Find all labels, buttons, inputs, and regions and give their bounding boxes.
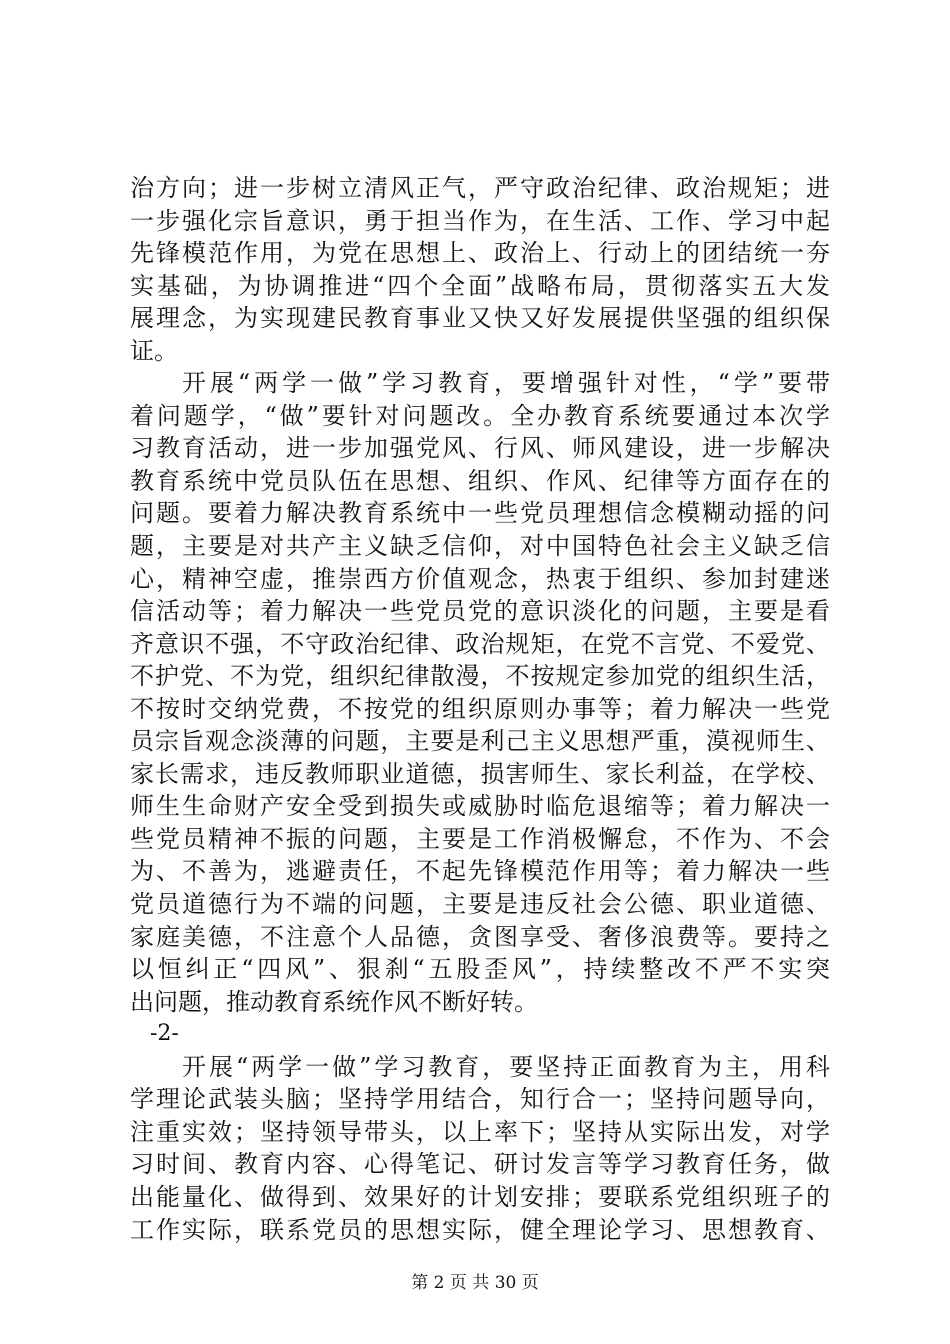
text-line: 不按时交纳党费，不按党的组织原则办事等；着力解决一些党 [130,694,830,723]
text-line: 师生生命财产安全受到损失或威胁时临危退缩等；着力解决一 [130,792,830,821]
text-line: 教育系统中党员队伍在思想、组织、作风、纪律等方面存在的 [130,466,830,495]
text-line: 工作实际，联系党员的思想实际，健全理论学习、思想教育、 [130,1215,830,1244]
text-line: 展理念，为实现建民教育事业又快又好发展提供坚强的组织保 [130,304,830,333]
text-line: 着问题学，“做”要针对问题改。全办教育系统要通过本次学 [130,401,830,430]
text-line: 信活动等；着力解决一些党员党的意识淡化的问题，主要是看 [130,597,830,626]
text-line: 学理论武装头脑；坚持学用结合，知行合一；坚持问题导向， [130,1085,830,1114]
text-line: 党员道德行为不端的问题，主要是违反社会公德、职业道德、 [130,890,830,919]
text-line: 先锋模范作用，为党在思想上、政治上、行动上的团结统一夯 [130,239,830,268]
text-line: 证。 [130,336,178,365]
text-line: 习教育活动，进一步加强党风、行风、师风建设，进一步解决 [130,434,830,463]
text-line: 家庭美德，不注意个人品德，贪图享受、奢侈浪费等。要持之 [130,922,830,951]
body-text [130,172,830,1246]
paragraph-start-line: 开展“两学一做”学习教育，要坚持正面教育为主，用科 [182,1052,830,1081]
text-line: 以恒纠正“四风”、狠刹“五股歪风”，持续整改不严不实突 [130,955,830,984]
text-line: 题，主要是对共产主义缺乏信仰，对中国特色社会主义缺乏信 [130,532,830,561]
text-line: 些党员精神不振的问题，主要是工作消极懈怠，不作为、不会 [130,824,830,853]
text-line: 治方向；进一步树立清风正气，严守政治纪律、政治规矩；进 [130,174,830,202]
text-line: 一步强化宗旨意识，勇于担当作为，在生活、工作、学习中起 [130,206,830,235]
text-line: 问题。要着力解决教育系统中一些党员理想信念模糊动摇的问 [130,499,830,528]
text-line: 出能量化、做得到、效果好的计划安排；要联系党组织班子的 [130,1182,830,1211]
text-line: 为、不善为，逃避责任，不起先锋模范作用等；着力解决一些 [130,857,830,886]
page-footer: 第 2 页 共 30 页 [411,1273,539,1293]
text-line: 不护党、不为党，组织纪律散漫，不按规定参加党的组织生活， [130,662,830,691]
text-line: 心，精神空虚，推崇西方价值观念，热衷于组织、参加封建迷 [130,564,830,593]
text-line: 实基础，为协调推进“四个全面”战略布局，贯彻落实五大发 [130,271,830,300]
text-line: 家长需求，违反教师职业道德，损害师生、家长利益，在学校、 [130,759,830,788]
text-line: 注重实效；坚持领导带头，以上率下；坚持从实际出发，对学 [130,1117,830,1146]
paragraph-start-line: 开展“两学一做”学习教育，要增强针对性，“学”要带 [182,369,830,398]
text-line: 齐意识不强，不守政治纪律、政治规矩，在党不言党、不爱党、 [130,629,830,658]
text-line: 员宗旨观念淡薄的问题，主要是利己主义思想严重，漠视师生、 [130,727,830,756]
text-line: 出问题，推动教育系统作风不断好转。 [130,987,538,1016]
inline-page-number: -2- [150,1021,179,1047]
text-line: 习时间、教育内容、心得笔记、研讨发言等学习教育任务，做 [130,1150,830,1179]
